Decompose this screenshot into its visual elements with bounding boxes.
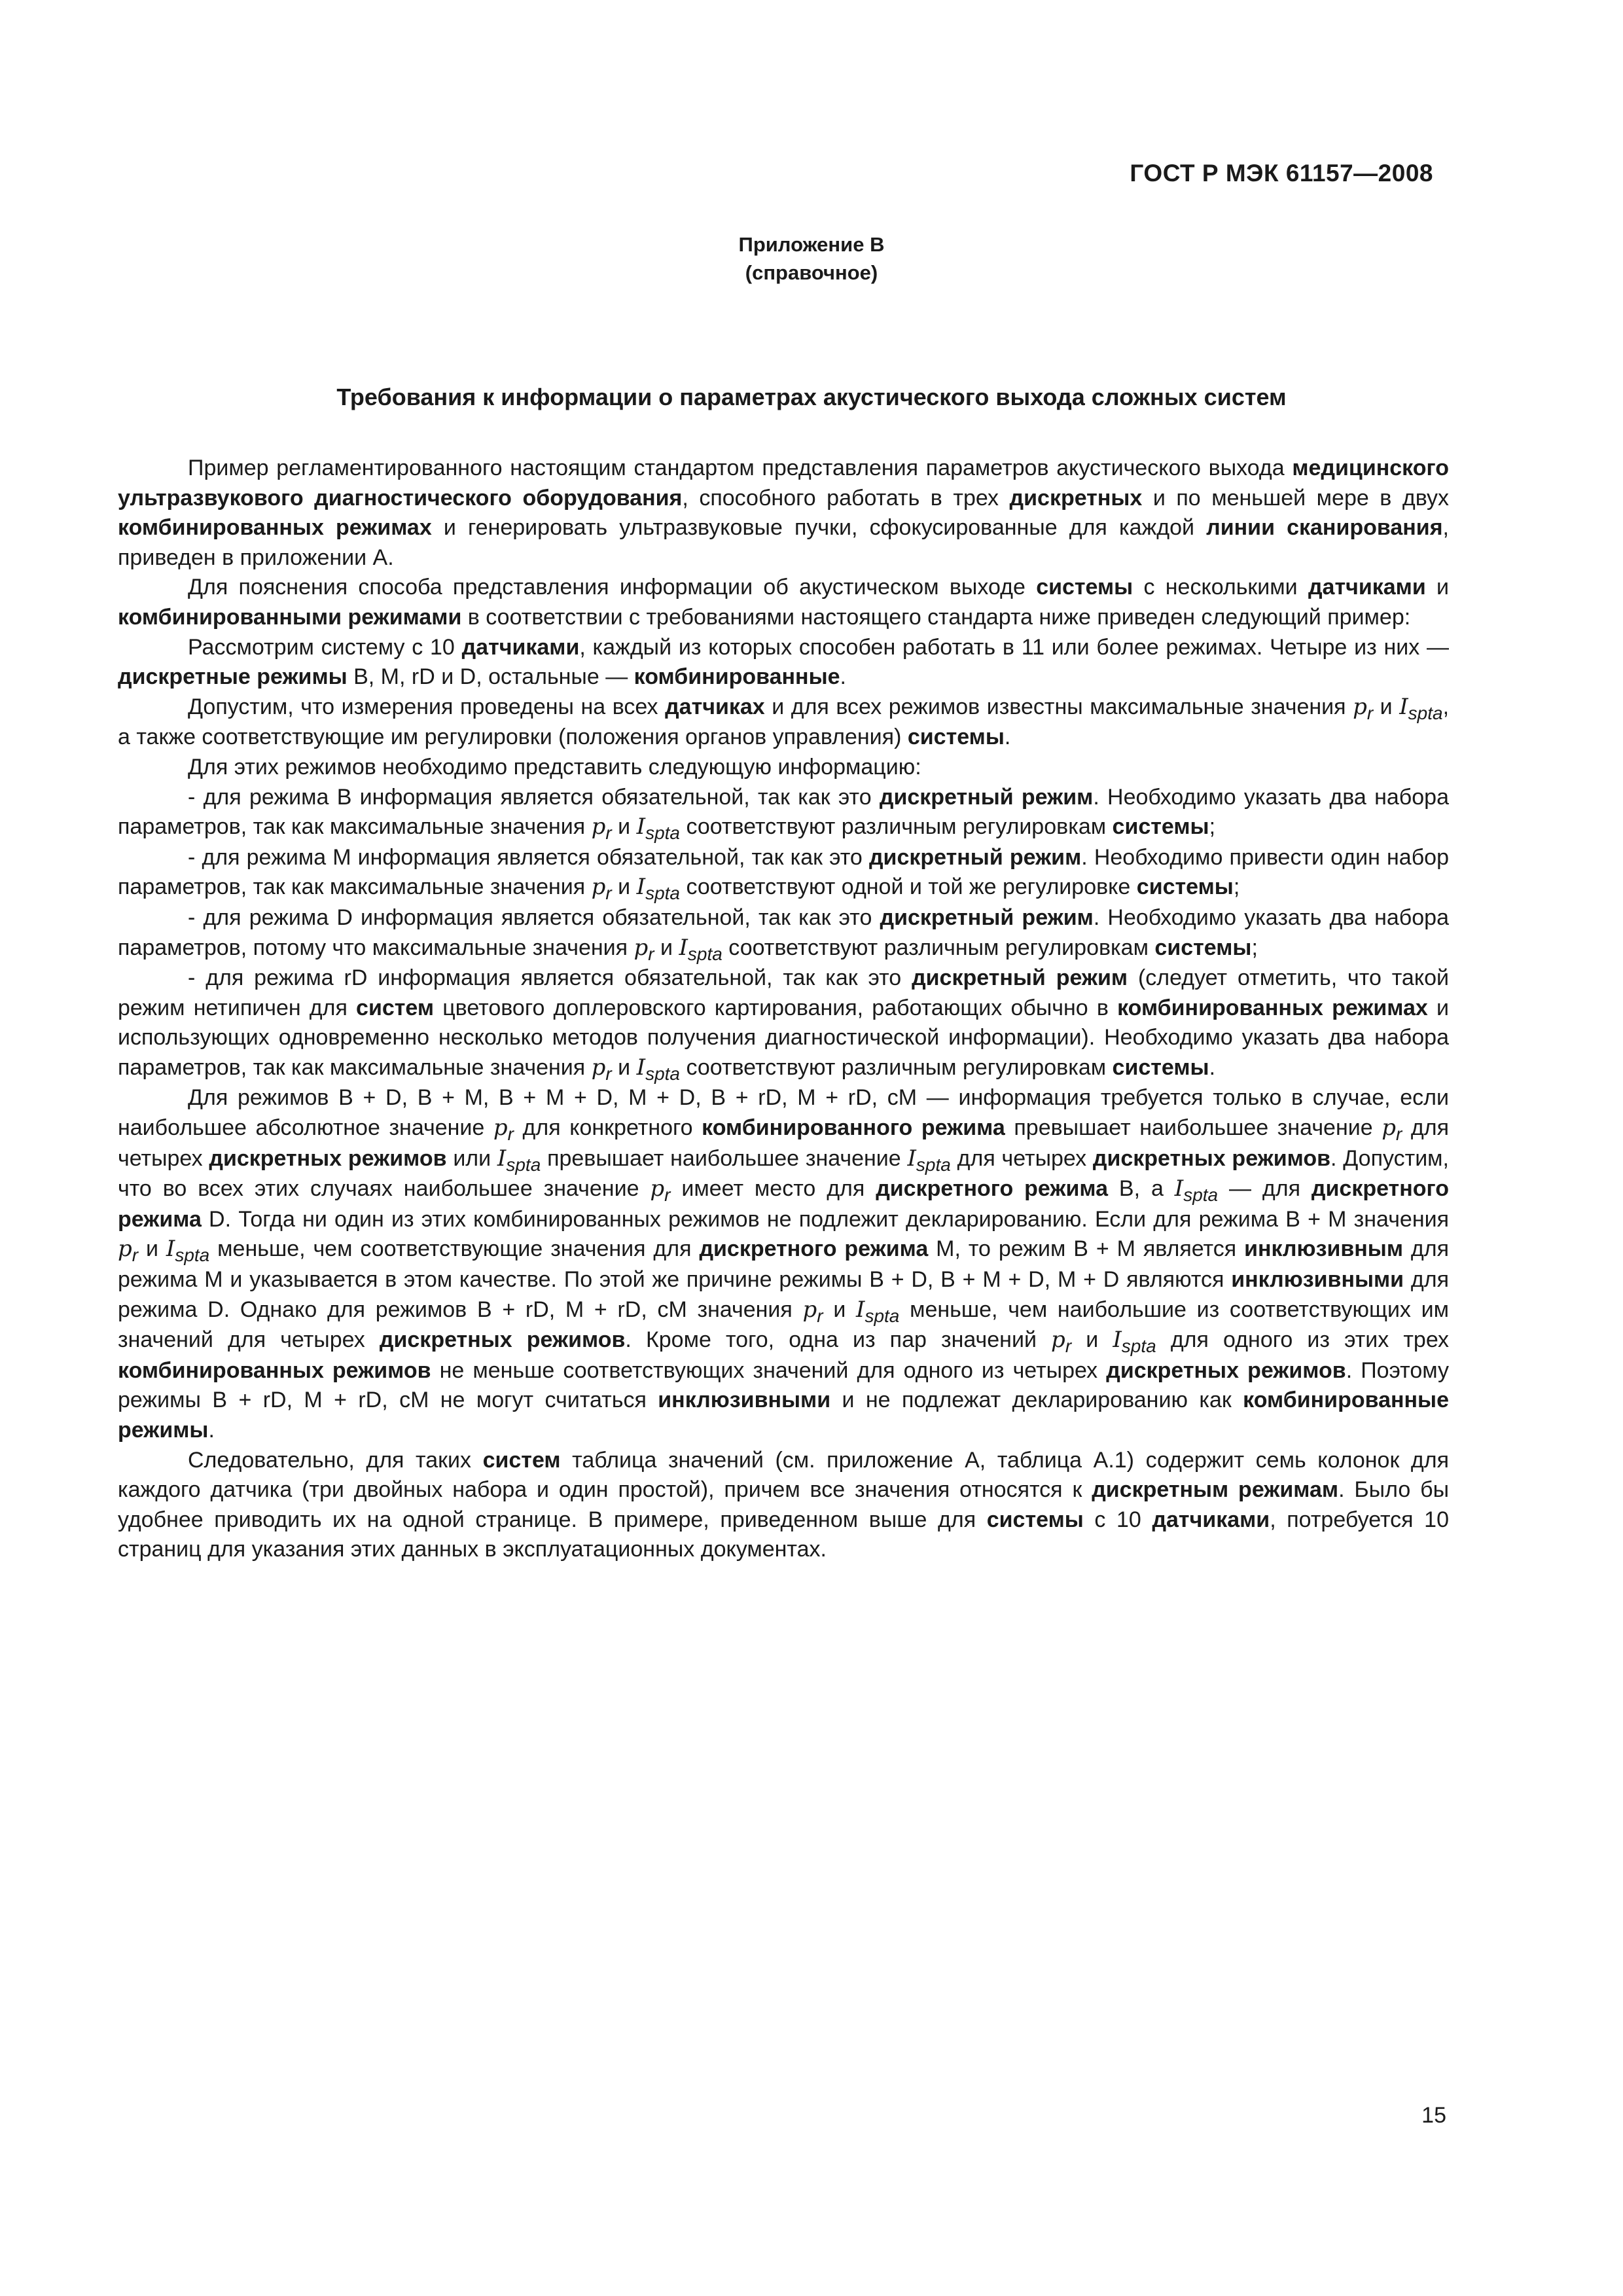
bold-term: комбинированные — [633, 664, 840, 690]
text-run: не меньше соответствующих значений для одного из четырех — [431, 1357, 1107, 1383]
text-run: и — [611, 874, 637, 900]
text-run: . Кроме того, одна из пар значений — [625, 1327, 1052, 1353]
text-run: М, то режим В + М является — [928, 1236, 1245, 1262]
text-run: с 10 — [1083, 1507, 1152, 1532]
text-run: или — [446, 1145, 497, 1171]
math-variable: I — [497, 1145, 507, 1172]
text-run: - для режима М информация является обязательной, так как это — [188, 844, 869, 870]
text-run: таблица значений (см. приложение А, таблица А.1) содержит семь колонок для каждого датчика (три двойных набора и один простой), причем все значения относятся к — [118, 1447, 1449, 1503]
text-run: (следует отметить, что такой режим нетипичен для — [118, 965, 1449, 1020]
text-run: Для этих режимов необходимо представить следующую информацию: — [188, 754, 921, 780]
text-run: и — [654, 935, 679, 960]
bold-term: систем — [482, 1447, 561, 1473]
text-run: превышает наибольшее значение — [1005, 1115, 1382, 1141]
math-subscript: spta — [1121, 1336, 1156, 1357]
text-run: меньше, чем соответствующие значения для — [209, 1236, 700, 1262]
text-run: В, а — [1108, 1176, 1175, 1202]
bold-term: датчиками — [1308, 575, 1426, 600]
text-run: для четырех — [950, 1145, 1093, 1171]
math-variable: I — [679, 934, 688, 961]
math-variable: p — [1382, 1115, 1396, 1141]
math-variable: p — [1353, 693, 1367, 720]
bold-term: датчиках — [665, 694, 765, 719]
text-run: Пример регламентированного настоящим стандартом представления параметров акустического выхода — [188, 456, 1293, 480]
text-run: для четырех — [118, 1115, 1449, 1171]
text-run: . Необходимо привести один набор параметров, так как максимальные значения — [118, 844, 1449, 900]
text-run: . Необходимо указать два набора параметров, так как максимальные значения — [118, 784, 1449, 840]
text-run: В, М, rD и D, остальные — — [347, 664, 634, 690]
bold-term: дискретным режимам — [1092, 1477, 1339, 1503]
paragraph — [118, 903, 1449, 963]
math-subscript: r — [605, 823, 612, 844]
bold-term: дискретных режимов — [1092, 1145, 1331, 1171]
math-subscript: r — [507, 1124, 514, 1145]
math-variable: I — [1174, 1175, 1184, 1202]
math-subscript: spta — [1183, 1185, 1219, 1206]
math-variable: I — [1113, 1327, 1122, 1354]
math-variable: p — [650, 1175, 665, 1202]
math-subscript: spta — [506, 1154, 541, 1175]
text-run: Допустим, что измерения проведены на всех — [188, 694, 666, 719]
document-standard-header: ГОСТ Р МЭК 61157—2008 — [1130, 160, 1433, 187]
paragraph — [118, 843, 1449, 903]
math-variable: I — [636, 874, 646, 901]
text-run: - для режима rD информация является обязательной, так как это — [188, 965, 912, 991]
bold-term: инклюзивным — [1244, 1236, 1403, 1262]
math-variable: I — [907, 1145, 916, 1172]
text-run: Для пояснения способа представления информации об акустическом выходе — [188, 575, 1037, 600]
paragraph — [118, 753, 1449, 783]
text-run: для конкретного — [513, 1115, 702, 1141]
bold-term: дискретного режима — [118, 1176, 1449, 1232]
paragraph — [118, 963, 1449, 1083]
text-run: и — [1425, 575, 1449, 600]
text-run: . Допустим, что во всех этих случаях наибольшее значение — [118, 1145, 1450, 1202]
text-run: , способного работать в трех — [682, 485, 1010, 511]
text-run: превышает наибольшее значение — [541, 1145, 908, 1171]
bold-term: комбинированных режимов — [118, 1357, 431, 1383]
text-run: для режима М и указывается в этом качестве. По этой же причине режимы В + D, В + М + D, М + D являются — [118, 1236, 1449, 1293]
bold-term: датчиками — [1152, 1507, 1270, 1532]
section-title: Требования к информации о параметрах акустического выхода сложных систем — [336, 384, 1287, 410]
text-run: . Было бы удобнее приводить их на одной странице. В примере, приведенном выше для — [118, 1477, 1450, 1532]
annex-heading — [0, 230, 1623, 287]
text-run: D. Тогда ни один из этих комбинированных режимов не подлежит декларированию. Если для режима В + М значения — [201, 1206, 1449, 1232]
math-subscript: spta — [687, 943, 722, 964]
math-subscript: r — [605, 883, 612, 904]
math-subscript: r — [605, 1063, 612, 1084]
bold-term: медицинского ультразвукового диагностического оборудования — [118, 456, 1449, 511]
math-subscript: r — [1065, 1336, 1072, 1357]
text-run: , каждый из которых способен работать в 11 или более режимах. Четыре из них — — [579, 634, 1449, 660]
bold-term: дискретный режим — [879, 784, 1094, 810]
math-variable: p — [591, 1054, 606, 1081]
bold-term: линии сканирования — [1206, 515, 1443, 541]
math-subscript: r — [664, 1185, 671, 1206]
text-run: соответствуют различным регулировкам — [680, 1054, 1113, 1080]
text-run: , потребуется 10 страниц для указания этих данных в эксплуатационных документах. — [118, 1507, 1450, 1562]
text-run: имеет место для — [670, 1176, 876, 1202]
text-run: — для — [1218, 1176, 1311, 1202]
math-variable: p — [591, 814, 606, 840]
paragraph — [118, 783, 1449, 843]
text-run: . — [840, 664, 846, 690]
bold-term: дискретных — [1009, 485, 1143, 511]
bold-term: систем — [356, 995, 435, 1020]
paragraph — [118, 1446, 1449, 1565]
text-run: соответствуют одной и той же регулировке — [680, 874, 1137, 900]
math-subscript: spta — [645, 1063, 680, 1084]
bold-term: комбинированного режима — [702, 1115, 1005, 1141]
bold-term: дискретных режимов — [1106, 1357, 1346, 1383]
page-number: 15 — [1421, 2103, 1446, 2128]
text-run: Следовательно, для таких — [188, 1447, 483, 1473]
text-run: . Поэтому режимы В + rD, М + rD, сМ не могут считаться — [118, 1357, 1450, 1413]
text-run: Рассмотрим систему с 10 — [188, 634, 462, 660]
text-run: соответствуют различным регулировкам — [722, 935, 1155, 960]
math-subscript: spta — [645, 823, 680, 844]
math-variable: I — [166, 1236, 175, 1263]
annex-title: Приложение В — [738, 233, 885, 256]
text-run: ; — [1209, 814, 1216, 840]
bold-term: системы — [1112, 1054, 1209, 1080]
bold-term: комбинированными режимами — [118, 604, 462, 630]
bold-term: дискретного режима — [699, 1236, 929, 1262]
text-run: и использующих одновременно несколько методов получения диагностической информации). Необходимо указать два набора параметров, так как максимальные значения — [118, 995, 1449, 1080]
text-run: меньше, чем наибольшие из соответствующих им значений для четырех — [118, 1297, 1449, 1353]
text-run: ; — [1233, 874, 1240, 900]
bold-term: системы — [907, 725, 1005, 750]
text-run: и — [1373, 694, 1400, 719]
text-run: - для режима D информация является обязательной, так как это — [188, 905, 880, 930]
math-subscript: r — [817, 1305, 823, 1326]
math-subscript: spta — [175, 1245, 210, 1266]
bold-term: системы — [1112, 814, 1209, 840]
paragraph — [118, 692, 1449, 753]
annex-note: (справочное) — [745, 261, 878, 284]
text-run: с несколькими — [1133, 575, 1308, 600]
bold-term: системы — [1154, 935, 1252, 960]
text-run: , а также соответствующие им регулировки (положения органов управления) — [118, 694, 1450, 750]
text-run: , приведен в приложении А. — [118, 515, 1449, 570]
bold-term: системы — [1036, 575, 1133, 600]
math-variable: p — [493, 1115, 508, 1141]
bold-term: комбинированных режимах — [1117, 995, 1428, 1020]
math-variable: I — [856, 1296, 865, 1323]
bold-term: дискретных режимов — [209, 1145, 447, 1171]
text-run: и — [611, 814, 637, 840]
math-subscript: r — [132, 1245, 139, 1266]
text-run: . — [1209, 1054, 1216, 1080]
math-subscript: spta — [916, 1154, 951, 1175]
bold-term: инклюзивными — [1231, 1267, 1404, 1293]
math-subscript: r — [1395, 1124, 1402, 1145]
math-subscript: spta — [865, 1305, 900, 1326]
body-text — [118, 454, 1449, 1565]
bold-term: инклюзивными — [658, 1388, 831, 1413]
text-run: Для режимов В + D, В + М, В + М + D, М + D, В + rD, М + rD, сМ — информация требуется только в случае, если наибольшее абсолютное значение — [118, 1085, 1449, 1141]
bold-term: дискретный режим — [912, 965, 1128, 991]
text-run: - для режима В информация является обязательной, так как это — [188, 784, 880, 810]
bold-term: дискретные режимы — [118, 664, 348, 690]
math-subscript: spta — [645, 883, 680, 904]
text-run: и — [1071, 1327, 1113, 1353]
text-run: для режима D. Однако для режимов В + rD, М + rD, сМ значения — [118, 1267, 1449, 1322]
bold-term: дискретный режим — [880, 905, 1094, 930]
paragraph — [118, 573, 1449, 632]
bold-term: дискретных режимов — [379, 1327, 626, 1353]
text-run: и — [611, 1054, 637, 1080]
bold-term: датчиками — [461, 634, 580, 660]
math-variable: p — [633, 934, 649, 961]
math-variable: I — [636, 814, 646, 840]
math-subscript: r — [648, 943, 654, 964]
paragraph — [118, 1083, 1449, 1445]
math-subscript: spta — [1408, 702, 1443, 723]
math-variable: I — [1399, 693, 1408, 720]
text-run: для одного из этих трех — [1156, 1327, 1450, 1353]
bold-term: дискретного режима — [876, 1176, 1109, 1202]
bold-term: комбинированные режимы — [118, 1388, 1449, 1443]
text-run: и для всех режимов известны максимальные значения — [764, 694, 1353, 719]
paragraph — [118, 633, 1449, 692]
math-variable: p — [1051, 1327, 1065, 1354]
bold-term: системы — [986, 1507, 1084, 1532]
text-run: цветового доплеровского картирования, работающих обычно в — [434, 995, 1118, 1020]
bold-term: дискретный режим — [868, 844, 1082, 870]
bold-term: системы — [1136, 874, 1234, 900]
math-variable: I — [636, 1054, 646, 1081]
text-run: . — [1004, 725, 1011, 750]
bold-term: комбинированных режимах — [118, 515, 432, 541]
text-run: и — [138, 1236, 166, 1262]
math-variable: p — [118, 1236, 132, 1263]
text-run: и по меньшей мере в двух — [1142, 485, 1450, 511]
text-run: ; — [1251, 935, 1258, 960]
paragraph — [118, 454, 1449, 573]
math-variable: p — [802, 1296, 817, 1323]
text-run: . Необходимо указать два набора параметров, потому что максимальные значения — [118, 905, 1449, 960]
text-run: и генерировать ультразвуковые пучки, сфокусированные для каждой — [431, 515, 1207, 541]
text-run: . — [208, 1418, 215, 1443]
math-variable: p — [591, 874, 606, 901]
text-run: в соответствии с требованиями настоящего стандарта ниже приведен следующий пример: — [461, 604, 1411, 630]
text-run: и не подлежат декларированию как — [830, 1388, 1243, 1413]
math-subscript: r — [1366, 702, 1374, 723]
text-run: соответствуют различным регулировкам — [680, 814, 1113, 840]
text-run: и — [823, 1297, 857, 1322]
